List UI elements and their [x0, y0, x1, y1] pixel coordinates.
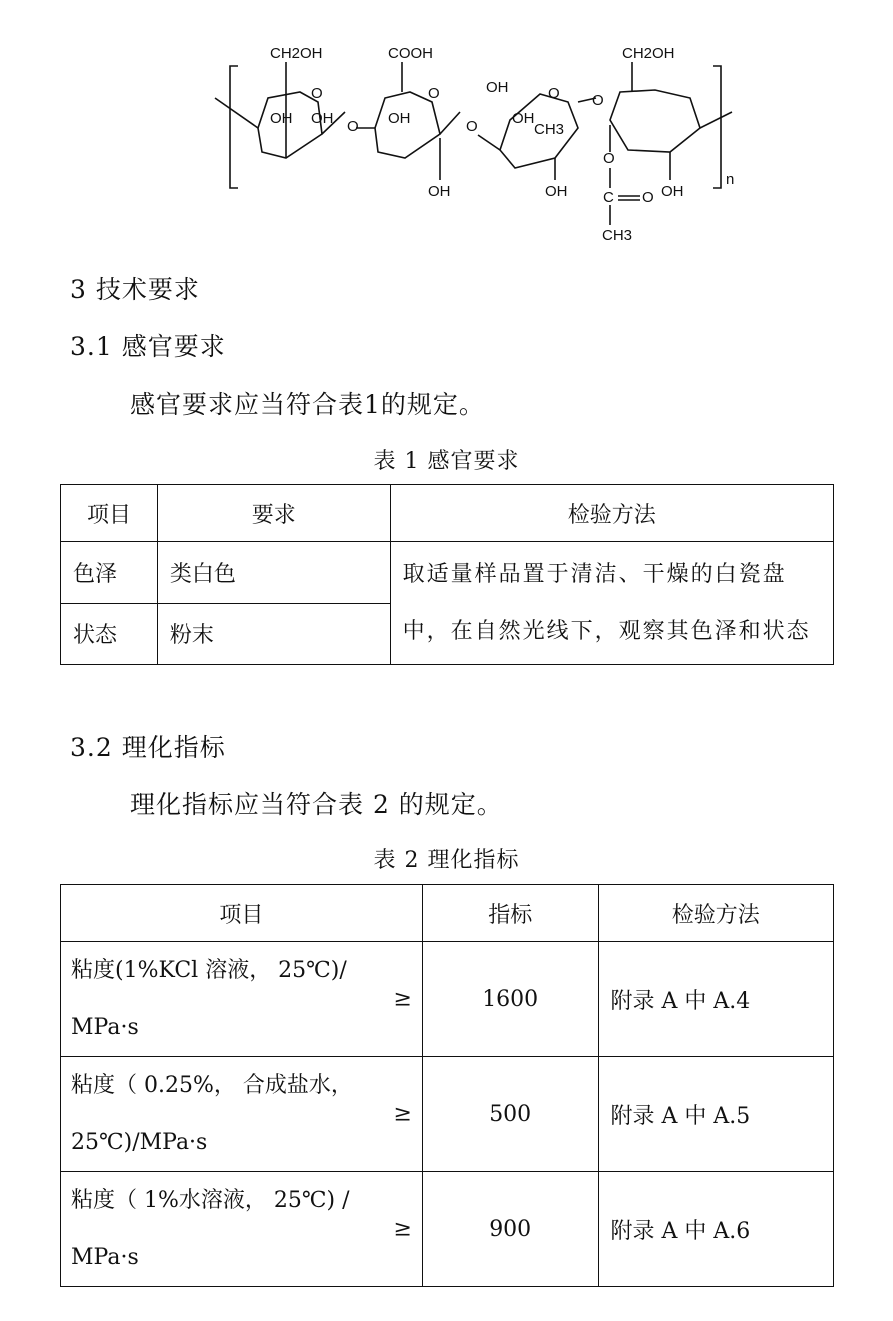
cell-requirement: 类白色	[157, 542, 390, 604]
section-3-1-heading: 3.1 感官要求	[70, 332, 226, 361]
table-row	[61, 942, 834, 1057]
label-oh: OH	[270, 110, 293, 127]
label-oh: OH	[311, 110, 334, 127]
ge-symbol: ≥	[393, 1216, 412, 1242]
physicochemical-indicators-table	[60, 884, 834, 1287]
header-method: 检验方法	[390, 485, 833, 542]
table-header-row	[61, 485, 834, 542]
cell-item: 色泽	[61, 542, 158, 604]
header-item: 项目	[61, 885, 423, 942]
label-oh: OH	[661, 183, 684, 200]
table-row	[61, 1172, 834, 1287]
label-o: O	[347, 118, 359, 135]
header-indicator: 指标	[422, 885, 598, 942]
cell-item	[61, 942, 423, 1057]
label-oh: OH	[428, 183, 451, 200]
label-ch3: CH3	[602, 227, 633, 244]
label-oh: OH	[486, 79, 509, 96]
label-ch3: CH3	[534, 121, 565, 138]
label-o: O	[428, 85, 440, 102]
label-ch2oh-2: CH2OH	[622, 45, 675, 62]
item-line: 粘度(1%KCl 溶液， 25℃)/	[71, 958, 347, 983]
right-bracket	[713, 66, 721, 188]
structure-svg	[195, 30, 755, 255]
cell-requirement: 粉末	[157, 603, 390, 665]
table-row	[61, 1057, 834, 1172]
ge-symbol: ≥	[393, 986, 412, 1012]
label-o: O	[592, 92, 604, 109]
table-2-caption: 表 2 理化指标	[373, 848, 520, 873]
label-oh: OH	[545, 183, 568, 200]
section-3-2-heading: 3.2 理化指标	[70, 733, 226, 762]
label-c: C	[603, 189, 614, 206]
sensory-requirements-table	[60, 484, 834, 665]
header-method: 检验方法	[598, 885, 833, 942]
cell-value: 500	[422, 1057, 598, 1172]
label-ch2oh-1: CH2OH	[270, 45, 323, 62]
label-cooh: COOH	[388, 45, 433, 62]
method-line: 取适量样品置于清洁、干燥的白瓷盘	[402, 562, 787, 587]
cell-method	[390, 542, 833, 665]
section-3-heading: 3 技术要求	[70, 275, 200, 304]
cell-item	[61, 1057, 423, 1172]
cell-value: 1600	[422, 942, 598, 1057]
header-requirement: 要求	[157, 485, 390, 542]
label-n: n	[726, 171, 735, 188]
item-line: 粘度（ 0.25%， 合成盐水，	[71, 1073, 353, 1098]
label-o: O	[548, 85, 560, 102]
ge-symbol: ≥	[393, 1101, 412, 1127]
item-line: 粘度（ 1%水溶液， 25℃) /	[71, 1188, 350, 1213]
item-line: 25℃)/MPa·s	[71, 1130, 208, 1155]
cell-item: 状态	[61, 603, 158, 665]
left-bracket	[230, 66, 238, 188]
label-o: O	[642, 189, 654, 206]
label-o: O	[311, 85, 323, 102]
item-line: MPa·s	[71, 1015, 139, 1040]
table-1-caption: 表 1 感官要求	[373, 449, 520, 474]
ring-4	[610, 90, 700, 152]
chemical-structure-diagram	[195, 30, 755, 255]
cell-method: 附录 A 中 A.5	[598, 1057, 833, 1172]
label-o: O	[603, 150, 615, 167]
label-o: O	[466, 118, 478, 135]
method-line: 中，在自然光线下，观察其色泽和状态	[402, 619, 811, 644]
cell-method: 附录 A 中 A.6	[598, 1172, 833, 1287]
item-line: MPa·s	[71, 1245, 139, 1270]
cell-value: 900	[422, 1172, 598, 1287]
header-item: 项目	[61, 485, 158, 542]
section-3-2-intro: 理化指标应当符合表 2 的规定。	[130, 790, 503, 819]
cell-method: 附录 A 中 A.4	[598, 942, 833, 1057]
label-oh: OH	[512, 110, 535, 127]
table-header-row	[61, 885, 834, 942]
label-oh: OH	[388, 110, 411, 127]
table-row	[61, 542, 834, 604]
section-3-1-intro: 感官要求应当符合表1的规定。	[130, 390, 485, 419]
cell-item	[61, 1172, 423, 1287]
